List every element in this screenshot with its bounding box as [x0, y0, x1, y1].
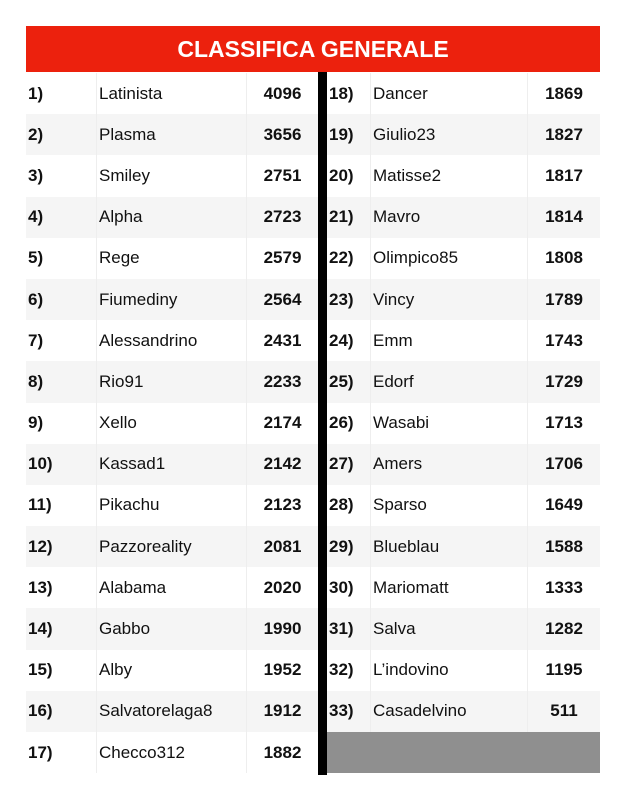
player-rank: 29) — [329, 536, 354, 556]
player-rank: 8) — [28, 371, 44, 391]
player-score: 1869 — [527, 73, 600, 114]
table-row — [26, 197, 318, 238]
table-row — [26, 361, 318, 402]
player-score: 1882 — [246, 732, 318, 773]
player-name: Checco312 — [96, 732, 246, 773]
player-rank: 7) — [28, 330, 44, 350]
player-name: Matisse2 — [370, 155, 527, 196]
player-rank: 13) — [28, 577, 53, 597]
player-score: 1817 — [527, 155, 600, 196]
player-score: 1588 — [527, 526, 600, 567]
standings-left-column — [26, 73, 318, 773]
player-score: 2579 — [246, 238, 318, 279]
table-row — [327, 691, 600, 732]
player-name: Alessandrino — [96, 320, 246, 361]
player-rank: 5) — [28, 248, 44, 268]
table-row — [327, 320, 600, 361]
player-rank: 18) — [329, 83, 354, 103]
player-name: Alby — [96, 650, 246, 691]
player-score: 1713 — [527, 403, 600, 444]
player-score: 1789 — [527, 279, 600, 320]
player-name: Blueblau — [370, 526, 527, 567]
table-row — [26, 320, 318, 361]
player-rank: 1) — [28, 83, 44, 103]
table-row — [26, 567, 318, 608]
player-rank: 16) — [28, 701, 53, 721]
player-name: Salva — [370, 608, 527, 649]
table-row — [327, 73, 600, 114]
player-rank: 14) — [28, 619, 53, 639]
player-score: 3656 — [246, 114, 318, 155]
player-score: 4096 — [246, 73, 318, 114]
player-score: 1808 — [527, 238, 600, 279]
table-row — [26, 526, 318, 567]
player-rank: 3) — [28, 165, 44, 185]
table-row — [26, 114, 318, 155]
player-name: Wasabi — [370, 403, 527, 444]
player-score: 2723 — [246, 197, 318, 238]
player-rank: 25) — [329, 371, 354, 391]
standings-right-column — [327, 73, 600, 773]
player-name: L’indovino — [370, 650, 527, 691]
player-name: Giulio23 — [370, 114, 527, 155]
table-row — [327, 114, 600, 155]
player-score: 1912 — [246, 691, 318, 732]
player-rank: 6) — [28, 289, 44, 309]
table-row — [327, 279, 600, 320]
player-rank: 9) — [28, 413, 44, 433]
player-score: 2174 — [246, 403, 318, 444]
player-name: Rege — [96, 238, 246, 279]
player-name: Rio91 — [96, 361, 246, 402]
player-score: 1649 — [527, 485, 600, 526]
player-rank: 10) — [28, 454, 53, 474]
table-row — [327, 608, 600, 649]
player-rank: 15) — [28, 660, 53, 680]
player-name: Gabbo — [96, 608, 246, 649]
table-row — [327, 567, 600, 608]
table-row — [26, 650, 318, 691]
table-row — [327, 361, 600, 402]
player-name: Smiley — [96, 155, 246, 196]
player-score: 1990 — [246, 608, 318, 649]
player-score: 1706 — [527, 444, 600, 485]
player-rank: 26) — [329, 413, 354, 433]
column-divider — [318, 72, 327, 775]
player-name: Mavro — [370, 197, 527, 238]
player-rank: 24) — [329, 330, 354, 350]
table-title: CLASSIFICA GENERALE — [26, 26, 600, 72]
table-row — [26, 485, 318, 526]
player-rank: 30) — [329, 577, 354, 597]
player-rank: 31) — [329, 619, 354, 639]
player-score: 2123 — [246, 485, 318, 526]
table-row — [327, 197, 600, 238]
player-score: 511 — [527, 691, 600, 732]
player-score: 2431 — [246, 320, 318, 361]
table-row — [26, 238, 318, 279]
player-name: Xello — [96, 403, 246, 444]
player-name: Pikachu — [96, 485, 246, 526]
player-score: 1743 — [527, 320, 600, 361]
table-row — [327, 403, 600, 444]
player-score: 2233 — [246, 361, 318, 402]
player-score: 1952 — [246, 650, 318, 691]
player-rank: 27) — [329, 454, 354, 474]
table-row — [327, 238, 600, 279]
player-rank: 17) — [28, 742, 53, 762]
table-row — [26, 608, 318, 649]
player-rank: 20) — [329, 165, 354, 185]
player-rank: 33) — [329, 701, 354, 721]
player-score: 2751 — [246, 155, 318, 196]
table-row — [26, 155, 318, 196]
player-name: Kassad1 — [96, 444, 246, 485]
player-name: Vincy — [370, 279, 527, 320]
player-name: Plasma — [96, 114, 246, 155]
table-row — [327, 444, 600, 485]
player-rank: 28) — [329, 495, 354, 515]
table-row — [327, 155, 600, 196]
player-score: 1195 — [527, 650, 600, 691]
player-score: 2564 — [246, 279, 318, 320]
table-row — [26, 732, 318, 773]
table-row — [327, 485, 600, 526]
player-name: Latinista — [96, 73, 246, 114]
player-name: Emm — [370, 320, 527, 361]
player-score: 2081 — [246, 526, 318, 567]
player-score: 1729 — [527, 361, 600, 402]
player-rank: 2) — [28, 124, 44, 144]
player-rank: 23) — [329, 289, 354, 309]
table-row — [327, 650, 600, 691]
player-score: 1814 — [527, 197, 600, 238]
empty-cell — [327, 732, 600, 773]
player-name: Alpha — [96, 197, 246, 238]
table-row — [26, 444, 318, 485]
player-rank: 19) — [329, 124, 354, 144]
player-name: Pazzoreality — [96, 526, 246, 567]
player-name: Edorf — [370, 361, 527, 402]
table-row — [26, 691, 318, 732]
player-rank: 4) — [28, 207, 44, 227]
player-name: Sparso — [370, 485, 527, 526]
player-rank: 22) — [329, 248, 354, 268]
player-score: 1827 — [527, 114, 600, 155]
player-name: Alabama — [96, 567, 246, 608]
player-name: Mariomatt — [370, 567, 527, 608]
player-name: Olimpico85 — [370, 238, 527, 279]
player-score: 1333 — [527, 567, 600, 608]
player-rank: 21) — [329, 207, 354, 227]
table-row — [327, 526, 600, 567]
table-row — [26, 279, 318, 320]
player-score: 2142 — [246, 444, 318, 485]
player-name: Dancer — [370, 73, 527, 114]
player-name: Fiumediny — [96, 279, 246, 320]
player-score: 2020 — [246, 567, 318, 608]
player-score: 1282 — [527, 608, 600, 649]
player-rank: 12) — [28, 536, 53, 556]
player-rank: 11) — [28, 495, 52, 515]
table-row — [26, 73, 318, 114]
table-row — [26, 403, 318, 444]
player-name: Salvatorelaga8 — [96, 691, 246, 732]
player-name: Amers — [370, 444, 527, 485]
player-name: Casadelvino — [370, 691, 527, 732]
player-rank: 32) — [329, 660, 354, 680]
